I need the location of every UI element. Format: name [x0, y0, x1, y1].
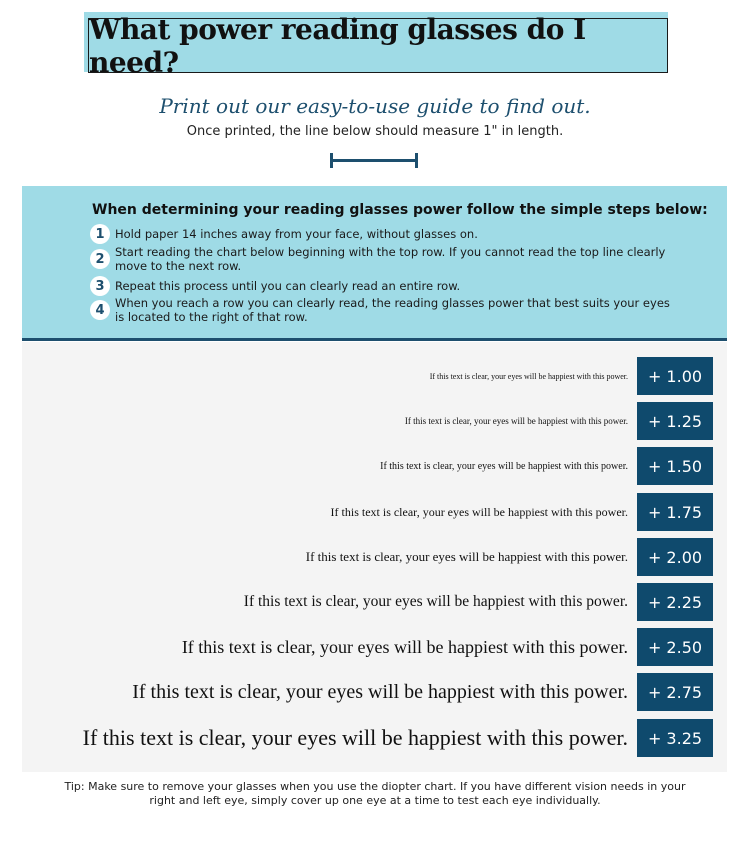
chart-row-text: If this text is clear, your eyes will be happiest with this power.	[305, 549, 628, 564]
chart-row-text: If this text is clear, your eyes will be happiest with this power.	[132, 680, 628, 703]
chart-row	[22, 357, 727, 395]
title-box	[88, 12, 668, 79]
power-badge: + 2.75	[637, 673, 713, 711]
power-badge: + 1.25	[637, 402, 713, 440]
page-subtitle: Print out our easy-to-use guide to find out.	[159, 94, 591, 118]
step-text: Hold paper 14 inches away from your face, without glasses on.	[115, 227, 478, 241]
chart-row	[22, 719, 727, 757]
step-text: Repeat this process until you can clearly read an entire row.	[115, 279, 461, 293]
reading-chart	[22, 342, 727, 772]
chart-row	[22, 628, 727, 666]
chart-row	[22, 673, 727, 711]
chart-row	[22, 583, 727, 621]
step-text: Start reading the chart below beginning with the top row. If you cannot read the top line clearly move to the next row.	[115, 245, 666, 273]
ruler-right-cap	[415, 153, 418, 168]
chart-row-text: If this text is clear, your eyes will be happiest with this power.	[429, 371, 628, 381]
page-title: What power reading glasses do I need?	[89, 12, 586, 79]
step-number: 3	[90, 276, 110, 296]
step-4	[90, 296, 675, 324]
steps-heading: When determining your reading glasses power follow the simple steps below:	[92, 202, 708, 218]
steps-panel	[22, 186, 727, 341]
power-badge: + 2.25	[637, 583, 713, 621]
chart-row-text: If this text is clear, your eyes will be happiest with this power.	[330, 504, 628, 519]
step-text: When you reach a row you can clearly read, the reading glasses power that best suits your eyes is located to the right of that row.	[115, 296, 670, 324]
step-1	[90, 224, 675, 244]
power-badge: + 1.00	[637, 357, 713, 395]
step-number: 1	[90, 224, 110, 244]
power-badge: + 2.50	[637, 628, 713, 666]
chart-row-text: If this text is clear, your eyes will be happiest with this power.	[404, 416, 628, 426]
power-badge: + 3.25	[637, 719, 713, 757]
power-badge: + 2.00	[637, 538, 713, 576]
step-number: 2	[90, 249, 110, 269]
step-number: 4	[90, 300, 110, 320]
chart-row	[22, 402, 727, 440]
chart-row	[22, 447, 727, 485]
power-badge: + 1.50	[637, 447, 713, 485]
step-3	[90, 276, 675, 296]
power-badge: + 1.75	[637, 493, 713, 531]
chart-row	[22, 538, 727, 576]
ruler-note: Once printed, the line below should measure 1" in length.	[186, 124, 564, 139]
chart-row-text: If this text is clear, your eyes will be happiest with this power.	[82, 725, 628, 750]
step-2	[90, 245, 675, 273]
chart-row-text: If this text is clear, your eyes will be happiest with this power.	[181, 636, 628, 657]
one-inch-ruler	[330, 153, 418, 167]
tip-text: Tip: Make sure to remove your glasses when you use the diopter chart. If you have different vision needs in your right and left eye, simply cover up one eye at a time to test each eye individually.	[64, 780, 686, 807]
chart-row	[22, 493, 727, 531]
ruler-bar	[330, 159, 418, 162]
chart-row-text: If this text is clear, your eyes will be happiest with this power.	[243, 593, 628, 610]
chart-row-text: If this text is clear, your eyes will be happiest with this power.	[380, 460, 628, 472]
